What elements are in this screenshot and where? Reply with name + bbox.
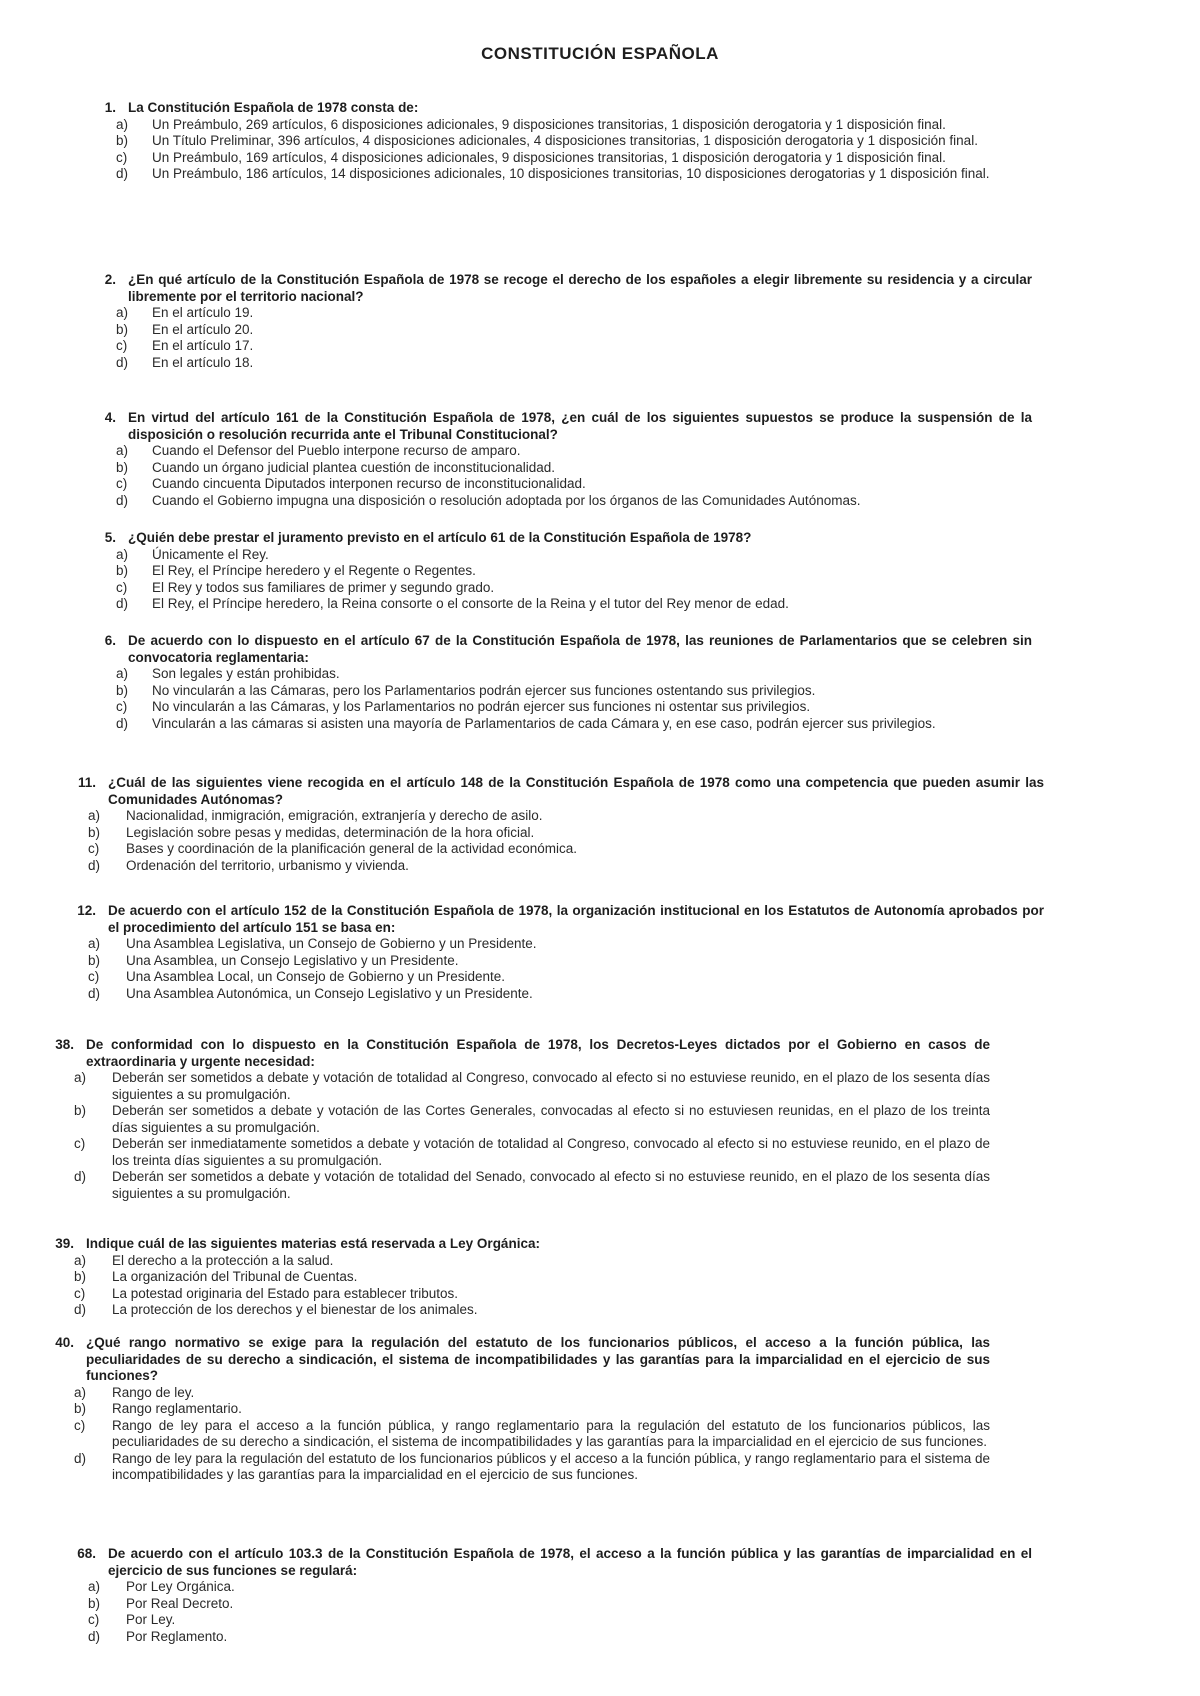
option-letter: b): [88, 952, 101, 968]
answer-option: [34, 1401, 990, 1418]
answer-option: [74, 547, 1032, 564]
option-text: Deberán ser sometidos a debate y votación de totalidad al Congreso, convocado al efecto si no estuviese reunido, en el plazo de los sesenta días siguientes a su promulgación.: [112, 1070, 990, 1102]
option-text: Cuando un órgano judicial plantea cuestión de inconstitucionalidad.: [152, 459, 556, 475]
option-letter: b): [116, 133, 129, 148]
question-text: ¿Qué rango normativo se exige para la regulación del estatuto de los funcionarios públicos, el acceso a la función pública, las peculiaridades de su derecho a sindicación, el sistema de incompatibilidades y las garantías para la imparcialidad en el ejercicio de sus funciones?: [86, 1335, 990, 1383]
question-header: [74, 100, 1032, 117]
option-text: Ordenación del territorio, urbanismo y vivienda.: [126, 857, 409, 873]
question-block: [34, 1037, 990, 1202]
option-letter: a): [88, 808, 101, 823]
question-number: 4.: [104, 410, 116, 425]
answer-option: [74, 683, 1032, 700]
answer-option: [52, 1579, 1032, 1596]
question-text: De acuerdo con lo dispuesto en el artículo 67 de la Constitución Española de 1978, las reuniones de Parlamentarios que se celebren sin convocatoria reglamentaria:: [128, 633, 1032, 665]
option-text: Bases y coordinación de la planificación general de la actividad económica.: [126, 841, 578, 856]
answer-option: [52, 986, 1044, 1003]
option-text: Únicamente el Rey.: [152, 546, 269, 562]
question-header: [34, 1335, 990, 1385]
option-text: No vincularán a las Cámaras, y los Parlamentarios no podrán ejercer sus funciones ni ostentar sus privilegios.: [152, 699, 811, 714]
option-text: Una Asamblea Autonómica, un Consejo Legislativo y un Presidente.: [126, 985, 533, 1001]
option-text: Por Ley.: [126, 1612, 176, 1627]
answer-option: [74, 596, 1032, 613]
answer-option: [74, 460, 1032, 477]
option-letter: a): [74, 1384, 87, 1400]
question-header: [52, 775, 1044, 808]
answer-option: [34, 1286, 990, 1303]
question-text: En virtud del artículo 161 de la Constitución Española de 1978, ¿en cuál de los siguientes supuestos se produce la suspensión de la disposición o resolución recurrida ante el Tribunal Constitucional?: [128, 410, 1032, 442]
option-letter: b): [116, 459, 129, 475]
option-text: Rango de ley para el acceso a la función pública, y rango reglamentario para la regulación del estatuto de los funcionarios públicos, las peculiaridades de su derecho a sindicación, el sistema de incompatibilidades y las garantías para la imparcialidad en el ejercicio de sus funciones.: [112, 1417, 990, 1449]
question-block: [74, 272, 1032, 371]
option-letter: d): [116, 715, 129, 731]
option-text: Rango de ley para la regulación del estatuto de los funcionarios públicos y el acceso a la función pública, y rango reglamentario para el sistema de incompatibilidades y las garantías para la imparcialidad en el ejercicio de sus funciones.: [112, 1450, 990, 1482]
option-text: Cuando el Defensor del Pueblo interpone recurso de amparo.: [152, 443, 521, 458]
question-header: [52, 903, 1044, 936]
option-text: Una Asamblea, un Consejo Legislativo y un Presidente.: [126, 952, 459, 968]
question-header: [34, 1037, 990, 1070]
option-letter: d): [116, 596, 129, 611]
option-letter: d): [74, 1450, 87, 1466]
option-text: En el artículo 20.: [152, 321, 254, 337]
option-letter: b): [74, 1269, 87, 1284]
option-letter: a): [116, 443, 129, 458]
answer-option: [74, 666, 1032, 683]
option-text: Por Ley Orgánica.: [126, 1579, 235, 1594]
option-letter: c): [116, 476, 128, 491]
option-text: Una Asamblea Local, un Consejo de Gobierno y un Presidente.: [126, 969, 505, 984]
answer-option: [52, 953, 1044, 970]
question-text: Indique cuál de las siguientes materias está reservada a Ley Orgánica:: [86, 1236, 540, 1251]
option-letter: d): [116, 166, 129, 181]
question-header: [74, 272, 1032, 305]
option-letter: b): [88, 1595, 101, 1611]
answer-option: [34, 1070, 990, 1103]
answer-option: [74, 563, 1032, 580]
answer-option: [52, 969, 1044, 986]
answer-option: [52, 936, 1044, 953]
option-letter: d): [88, 985, 101, 1001]
answer-option: [74, 117, 1032, 134]
question-number: 40.: [55, 1335, 74, 1350]
option-letter: a): [88, 1579, 101, 1594]
option-text: Legislación sobre pesas y medidas, determinación de la hora oficial.: [126, 824, 535, 840]
option-text: Cuando cincuenta Diputados interponen recurso de inconstitucionalidad.: [152, 476, 586, 491]
option-text: El Rey, el Príncipe heredero, la Reina consorte o el consorte de la Reina y el tutor del Rey menor de edad.: [152, 596, 789, 611]
option-letter: c): [116, 579, 128, 595]
option-text: En el artículo 19.: [152, 305, 254, 320]
option-letter: c): [88, 1612, 100, 1627]
answer-option: [34, 1418, 990, 1451]
option-text: Un Título Preliminar, 396 artículos, 4 disposiciones adicionales, 4 disposiciones transitorias, 1 disposición derogatoria y 1 disposición final.: [152, 133, 978, 148]
option-letter: d): [74, 1302, 87, 1317]
option-text: Una Asamblea Legislativa, un Consejo de Gobierno y un Presidente.: [126, 936, 537, 951]
question-header: [74, 410, 1032, 443]
answer-option: [34, 1103, 990, 1136]
question-block: [74, 100, 1032, 183]
answer-option: [74, 580, 1032, 597]
option-letter: d): [116, 354, 129, 370]
question-number: 2.: [104, 272, 116, 287]
answer-option: [74, 699, 1032, 716]
option-text: Por Reglamento.: [126, 1628, 228, 1644]
question-number: 12.: [77, 903, 96, 918]
question-number: 1.: [104, 100, 116, 115]
option-letter: a): [116, 546, 129, 562]
question-text: De acuerdo con el artículo 103.3 de la Constitución Española de 1978, el acceso a la función pública y las garantías de imparcialidad en el ejercicio de sus funciones se regulará:: [108, 1546, 1032, 1578]
answer-option: [52, 1596, 1032, 1613]
question-block: [74, 530, 1032, 613]
answer-option: [52, 1612, 1032, 1629]
answer-option: [74, 305, 1032, 322]
option-letter: a): [74, 1252, 87, 1268]
question-text: ¿En qué artículo de la Constitución Española de 1978 se recoge el derecho de los españoles a elegir libremente su residencia y a circular libremente por el territorio nacional?: [128, 272, 1032, 304]
option-letter: d): [88, 857, 101, 873]
option-letter: c): [88, 841, 100, 856]
option-text: Nacionalidad, inmigración, emigración, extranjería y derecho de asilo.: [126, 808, 543, 823]
question-block: [52, 903, 1044, 1002]
option-letter: d): [116, 492, 129, 508]
option-text: La organización del Tribunal de Cuentas.: [112, 1269, 358, 1284]
answer-option: [52, 858, 1044, 875]
answer-option: [34, 1451, 990, 1484]
question-block: [74, 410, 1032, 509]
question-text: De conformidad con lo dispuesto en la Constitución Española de 1978, los Decretos-Leyes dictados por el Gobierno en casos de extraordinaria y urgente necesidad:: [86, 1037, 990, 1069]
question-block: [34, 1335, 990, 1484]
answer-option: [74, 493, 1032, 510]
question-number: 68.: [77, 1546, 96, 1561]
answer-option: [34, 1302, 990, 1319]
option-text: El Rey, el Príncipe heredero y el Regente o Regentes.: [152, 563, 476, 578]
option-letter: c): [74, 1417, 86, 1433]
option-text: No vincularán a las Cámaras, pero los Parlamentarios podrán ejercer sus funciones ostentando sus privilegios.: [152, 682, 816, 698]
option-text: El derecho a la protección a la salud.: [112, 1252, 334, 1268]
question-header: [74, 530, 1032, 547]
question-header: [34, 1236, 990, 1253]
answer-option: [74, 443, 1032, 460]
option-text: Deberán ser inmediatamente sometidos a debate y votación de totalidad al Congreso, convocado al efecto si no estuviese reunido, en el plazo de los treinta días siguientes a su promulgación.: [112, 1136, 990, 1168]
question-text: De acuerdo con el artículo 152 de la Constitución Española de 1978, la organización institucional en los Estatutos de Autonomía aprobados por el procedimiento del artículo 151 se basa en:: [108, 903, 1044, 935]
option-text: En el artículo 18.: [152, 354, 254, 370]
question-number: 5.: [104, 530, 116, 545]
option-letter: d): [74, 1169, 87, 1184]
option-letter: c): [116, 149, 128, 165]
answer-option: [74, 338, 1032, 355]
question-block: [52, 1546, 1032, 1645]
question-block: [34, 1236, 990, 1319]
option-letter: b): [74, 1401, 87, 1416]
answer-option: [52, 841, 1044, 858]
answer-option: [74, 133, 1032, 150]
question-header: [74, 633, 1032, 666]
option-letter: a): [116, 116, 129, 132]
option-letter: c): [88, 969, 100, 984]
option-letter: b): [116, 321, 129, 337]
option-text: Rango de ley.: [112, 1384, 195, 1400]
option-text: Cuando el Gobierno impugna una disposición o resolución adoptada por los órganos de las Comunidades Autónomas.: [152, 492, 861, 508]
page-title: CONSTITUCIÓN ESPAÑOLA: [481, 44, 719, 63]
question-number: 39.: [55, 1236, 74, 1251]
option-letter: a): [88, 936, 101, 951]
option-letter: a): [116, 666, 129, 681]
answer-option: [74, 355, 1032, 372]
answer-option: [34, 1136, 990, 1169]
answer-option: [74, 716, 1032, 733]
question-number: 38.: [55, 1037, 74, 1052]
question-number: 11.: [77, 775, 96, 790]
answer-option: [74, 476, 1032, 493]
question-text: ¿Quién debe prestar el juramento previsto en el artículo 61 de la Constitución Española de 1978?: [128, 530, 752, 545]
option-letter: b): [74, 1103, 87, 1118]
option-text: El Rey y todos sus familiares de primer y segundo grado.: [152, 579, 495, 595]
question-block: [52, 775, 1044, 874]
option-letter: c): [116, 699, 128, 714]
answer-option: [52, 808, 1044, 825]
question-block: [74, 633, 1032, 732]
answer-option: [74, 322, 1032, 339]
option-letter: c): [116, 338, 128, 353]
option-letter: d): [88, 1628, 101, 1644]
option-text: Vincularán a las cámaras si asisten una mayoría de Parlamentarios de cada Cámara y, en ese caso, podrán ejercer sus privilegios.: [152, 715, 936, 731]
option-text: Rango reglamentario.: [112, 1401, 242, 1416]
option-letter: c): [74, 1285, 86, 1301]
option-text: La protección de los derechos y el bienestar de los animales.: [112, 1302, 478, 1317]
question-text: La Constitución Española de 1978 consta de:: [128, 100, 419, 115]
option-text: Deberán ser sometidos a debate y votación de las Cortes Generales, convocadas al efecto si no estuviesen reunidas, en el plazo de los treinta días siguientes a su promulgación.: [112, 1103, 990, 1135]
option-text: Por Real Decreto.: [126, 1595, 234, 1611]
option-text: Deberán ser sometidos a debate y votación de totalidad del Senado, convocado al efecto si no estuviese reunido, en el plazo de los sesenta días siguientes a su promulgación.: [112, 1169, 990, 1201]
answer-option: [52, 1629, 1032, 1646]
option-text: En el artículo 17.: [152, 338, 254, 353]
question-number: 6.: [104, 633, 116, 648]
option-letter: a): [116, 305, 129, 320]
answer-option: [74, 150, 1032, 167]
option-text: Un Preámbulo, 269 artículos, 6 disposiciones adicionales, 9 disposiciones transitorias, 1 disposición derogatoria y 1 disposición final.: [152, 116, 946, 132]
option-text: Un Preámbulo, 169 artículos, 4 disposiciones adicionales, 9 disposiciones transitorias, 1 disposición derogatoria y 1 disposición final.: [152, 149, 946, 165]
option-letter: a): [74, 1070, 87, 1085]
question-text: ¿Cuál de las siguientes viene recogida en el artículo 148 de la Constitución Española de 1978 como una competencia que pueden asumir las Comunidades Autónomas?: [108, 775, 1044, 807]
option-text: Un Preámbulo, 186 artículos, 14 disposiciones adicionales, 10 disposiciones transitorias, 10 disposiciones derogatorias y 1 disposición final.: [152, 166, 990, 181]
question-header: [52, 1546, 1032, 1579]
answer-option: [34, 1253, 990, 1270]
option-text: La potestad originaria del Estado para establecer tributos.: [112, 1285, 458, 1301]
answer-option: [34, 1169, 990, 1202]
answer-option: [34, 1269, 990, 1286]
answer-option: [34, 1385, 990, 1402]
option-letter: b): [116, 682, 129, 698]
option-letter: b): [88, 824, 101, 840]
answer-option: [52, 825, 1044, 842]
option-letter: c): [74, 1136, 86, 1151]
answer-option: [74, 166, 1032, 183]
option-text: Son legales y están prohibidas.: [152, 666, 340, 681]
option-letter: b): [116, 563, 129, 578]
